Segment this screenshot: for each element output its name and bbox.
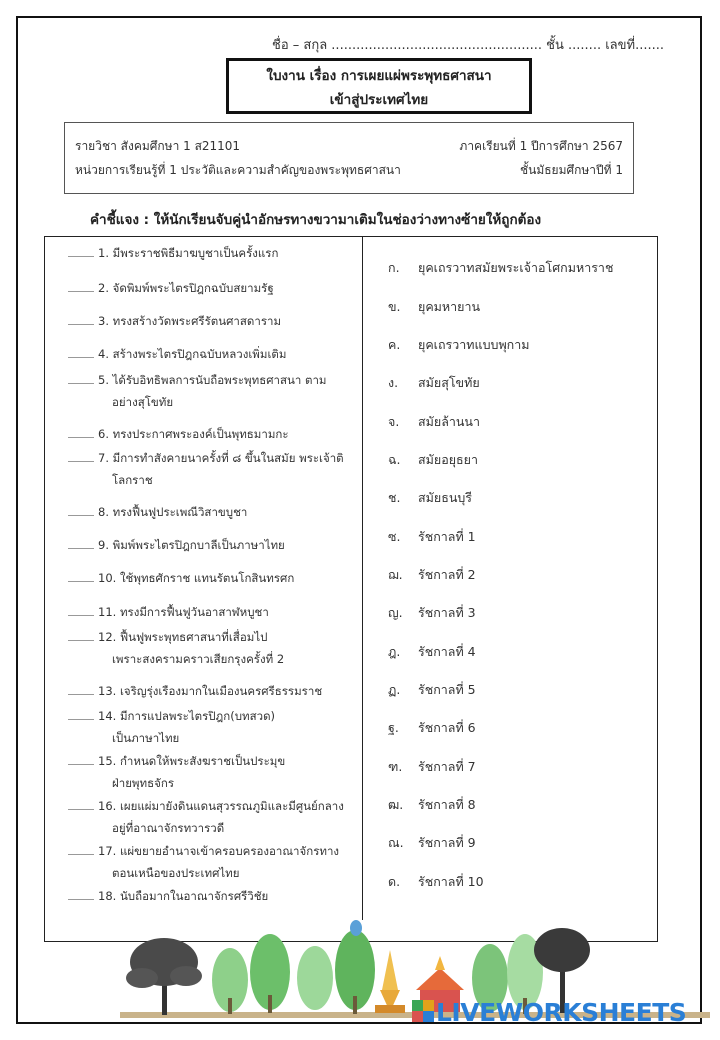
question-item: 17. แผ่ขยายอำนาจเข้าครอบครองอาณาจักรทาง ตอนเหนือของประเทศไทย bbox=[68, 840, 358, 884]
green-trees-icon bbox=[212, 930, 375, 1014]
answer-blank[interactable] bbox=[68, 682, 94, 695]
question-item: 12. ฟื้นฟูพระพุทธศาสนาที่เสื่อมไป เพราะสงครามคราวเสียกรุงครั้งที่ 2 bbox=[68, 626, 358, 670]
question-item: 6. ทรงประกาศพระองค์เป็นพุทธมามกะ bbox=[68, 423, 358, 445]
option-item: ฏ. รัชกาลที่ 5 bbox=[388, 682, 476, 697]
question-item: 5. ได้รับอิทธิพลการนับถือพระพุทธศาสนา ตาม อย่างสุโขทัย bbox=[68, 369, 358, 413]
option-item: ข. ยุคมหายาน bbox=[388, 299, 481, 314]
dark-tree-icon bbox=[126, 938, 202, 1015]
answer-blank[interactable] bbox=[68, 752, 94, 765]
option-item: ฑ. รัชกาลที่ 7 bbox=[388, 759, 476, 774]
option-item: ฌ. รัชกาลที่ 2 bbox=[388, 567, 476, 582]
question-item: 14. มีการแปลพระไตรปิฎก(บทสวด) เป็นภาษาไทย bbox=[68, 705, 358, 749]
answer-blank[interactable] bbox=[68, 425, 94, 438]
option-item: ค. ยุคเถรวาทแบบพุกาม bbox=[388, 337, 530, 352]
question-item: 18. นับถือมากในอาณาจักรศรีวิชัย bbox=[68, 885, 358, 907]
question-item: 7. มีการทำสังคายนาครั้งที่ ๘ ขึ้นในสมัย พระเจ้าติ โลกราช bbox=[68, 447, 358, 491]
grade-label: ชั้นมัธยมศึกษาปีที่ 1 bbox=[519, 163, 623, 177]
question-item: 11. ทรงมีการฟื้นฟูวันอาสาฬหบูชา bbox=[68, 601, 358, 623]
liveworksheets-logo-text: LIVEWORKSHEETS bbox=[436, 998, 687, 1027]
option-item: ฐ. รัชกาลที่ 6 bbox=[388, 720, 476, 735]
question-item: 3. ทรงสร้างวัดพระศรีรัตนศาสดาราม bbox=[68, 310, 358, 332]
instruction-text: คำชี้แจง : ให้นักเรียนจับคู่นำอักษรทางขวามาเติมในช่องว่างทางซ้ายให้ถูกต้อง bbox=[90, 212, 542, 228]
question-item: 10. ใช้พุทธศักราช แทนรัตนโกสินทรศก bbox=[68, 567, 358, 589]
worksheet-title-line2: เข้าสู่ประเทศไทย bbox=[329, 92, 429, 108]
answer-blank[interactable] bbox=[68, 797, 94, 810]
answer-blank[interactable] bbox=[68, 536, 94, 549]
option-item: ฎ. รัชกาลที่ 4 bbox=[388, 644, 476, 659]
option-item: ณ. รัชกาลที่ 9 bbox=[388, 835, 476, 850]
column-divider bbox=[362, 236, 363, 920]
worksheet-title-line1: ใบงาน เรื่อง การเผยแผ่พระพุทธศาสนา bbox=[266, 68, 492, 84]
option-item: ช. สมัยธนบุรี bbox=[388, 490, 473, 505]
option-item: ซ. รัชกาลที่ 1 bbox=[388, 529, 476, 544]
term-label: ภาคเรียนที่ 1 ปีการศึกษา 2567 bbox=[459, 139, 623, 153]
option-item: จ. สมัยล้านนา bbox=[388, 414, 480, 429]
question-item: 16. เผยแผ่มายังดินแดนสุวรรณภูมิและมีศูนย์กลาง อยู่ที่อาณาจักรทวารวดี bbox=[68, 795, 358, 839]
student-name-line: ชื่อ – สกุล ................................................... ชั้น ........ เลขที่....... bbox=[272, 38, 665, 53]
option-item: ก. ยุคเถรวาทสมัยพระเจ้าอโศกมหาราช bbox=[388, 260, 614, 275]
option-item: ฒ. รัชกาลที่ 8 bbox=[388, 797, 476, 812]
answer-blank[interactable] bbox=[68, 449, 94, 462]
question-item: 2. จัดพิมพ์พระไตรปิฎกฉบับสยามรัฐ bbox=[68, 277, 358, 299]
option-item: ง. สมัยสุโขทัย bbox=[388, 375, 480, 390]
liveworksheets-logo bbox=[412, 998, 686, 1027]
answer-blank[interactable] bbox=[68, 345, 94, 358]
question-item: 4. สร้างพระไตรปิฎกฉบับหลวงเพิ่มเติม bbox=[68, 343, 358, 365]
option-item: ฉ. สมัยอยุธยา bbox=[388, 452, 478, 467]
info-row-2 bbox=[75, 161, 623, 180]
answer-blank[interactable] bbox=[68, 887, 94, 900]
answer-blank[interactable] bbox=[68, 312, 94, 325]
question-item: 15. กำหนดให้พระสังฆราชเป็นประมุข ฝ่ายพุทธจักร bbox=[68, 750, 358, 794]
answer-blank[interactable] bbox=[68, 707, 94, 720]
answer-blank[interactable] bbox=[68, 603, 94, 616]
course-info-box bbox=[64, 122, 634, 194]
balloon-icon bbox=[350, 920, 362, 936]
golden-temple-icon bbox=[375, 950, 405, 1013]
option-item: ญ. รัชกาลที่ 3 bbox=[388, 605, 476, 620]
info-row-1 bbox=[75, 137, 623, 156]
answer-blank[interactable] bbox=[68, 371, 94, 384]
question-item: 9. พิมพ์พระไตรปิฎกบาลีเป็นภาษาไทย bbox=[68, 534, 358, 556]
liveworksheets-badge-icon bbox=[412, 1000, 434, 1022]
answer-blank[interactable] bbox=[68, 244, 94, 257]
question-item: 13. เจริญรุ่งเรืองมากในเมืองนครศรีธรรมราช bbox=[68, 680, 358, 702]
answer-blank[interactable] bbox=[68, 279, 94, 292]
question-item: 8. ทรงฟื้นฟูประเพณีวิสาขบูชา bbox=[68, 501, 358, 523]
worksheet-title-box bbox=[226, 58, 532, 114]
unit-label: หน่วยการเรียนรู้ที่ 1 ประวัติและความสำคัญของพระพุทธศาสนา bbox=[75, 163, 401, 177]
answer-blank[interactable] bbox=[68, 569, 94, 582]
answer-blank[interactable] bbox=[68, 503, 94, 516]
answer-blank[interactable] bbox=[68, 628, 94, 641]
subject-label: รายวิชา สังคมศึกษา 1 ส21101 bbox=[75, 139, 241, 153]
answer-blank[interactable] bbox=[68, 842, 94, 855]
option-item: ด. รัชกาลที่ 10 bbox=[388, 874, 484, 889]
question-item: 1. มีพระราชพิธีมาฆบูชาเป็นครั้งแรก bbox=[68, 242, 358, 264]
